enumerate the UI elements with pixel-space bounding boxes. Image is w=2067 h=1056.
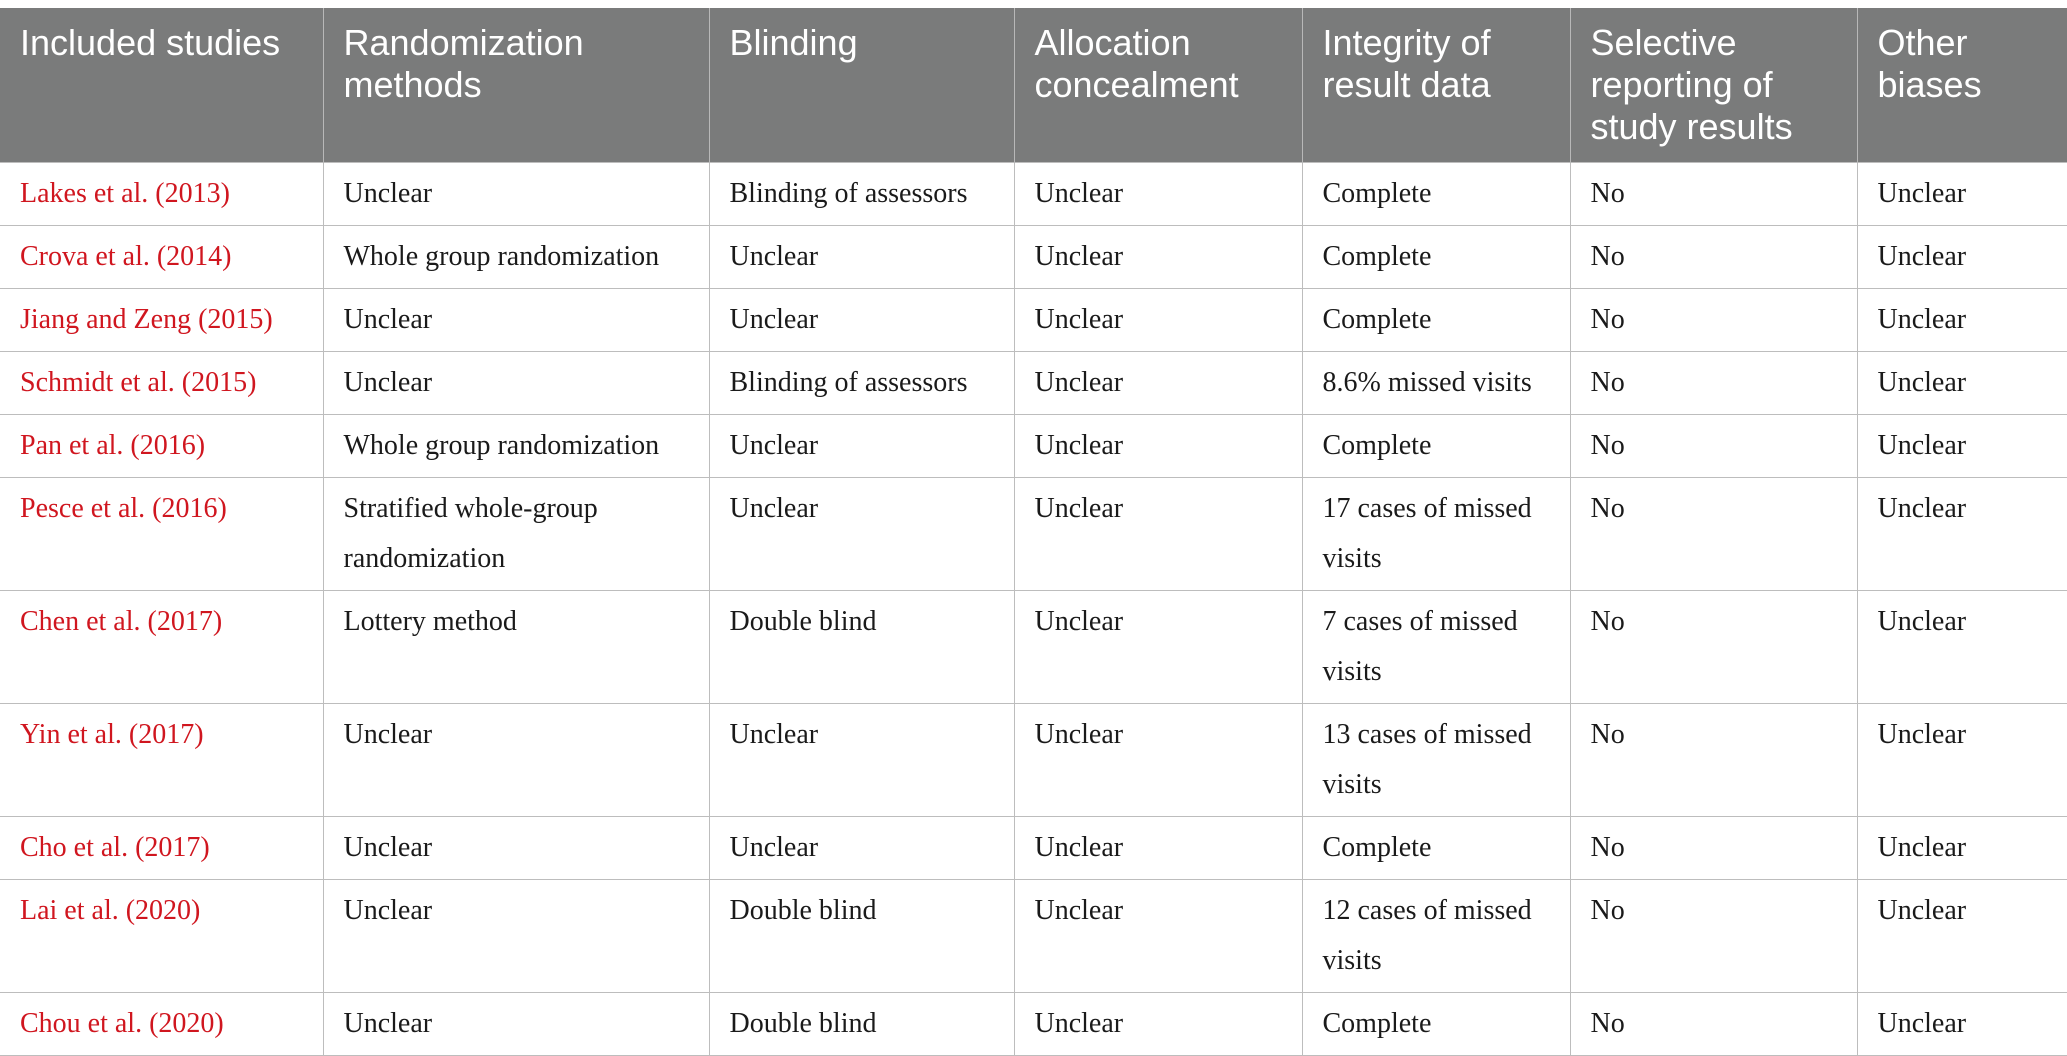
randomization-cell: Unclear <box>323 880 709 993</box>
table-row <box>0 163 2067 226</box>
integrity-cell: 17 cases of missed visits <box>1302 478 1570 591</box>
randomization-cell: Lottery method <box>323 591 709 704</box>
randomization-cell: Unclear <box>323 817 709 880</box>
other-biases-cell: Unclear <box>1857 880 2067 993</box>
table-row <box>0 993 2067 1056</box>
study-link[interactable]: Cho et al. (2017) <box>0 817 323 880</box>
allocation-cell: Unclear <box>1014 817 1302 880</box>
table-row <box>0 352 2067 415</box>
integrity-cell: 13 cases of missed visits <box>1302 704 1570 817</box>
study-link[interactable]: Lai et al. (2020) <box>0 880 323 993</box>
integrity-cell: Complete <box>1302 993 1570 1056</box>
randomization-cell: Whole group randomization <box>323 415 709 478</box>
other-biases-cell: Unclear <box>1857 163 2067 226</box>
blinding-cell: Unclear <box>709 704 1014 817</box>
other-biases-cell: Unclear <box>1857 704 2067 817</box>
study-link[interactable]: Yin et al. (2017) <box>0 704 323 817</box>
other-biases-cell: Unclear <box>1857 226 2067 289</box>
selective-reporting-cell: No <box>1570 591 1857 704</box>
allocation-cell: Unclear <box>1014 880 1302 993</box>
header-randomization-methods: Randomization methods <box>323 8 709 163</box>
other-biases-cell: Unclear <box>1857 817 2067 880</box>
header-allocation-concealment: Allocation concealment <box>1014 8 1302 163</box>
allocation-cell: Unclear <box>1014 163 1302 226</box>
selective-reporting-cell: No <box>1570 163 1857 226</box>
allocation-cell: Unclear <box>1014 289 1302 352</box>
other-biases-cell: Unclear <box>1857 415 2067 478</box>
header-blinding: Blinding <box>709 8 1014 163</box>
header-row <box>0 8 2067 163</box>
randomization-cell: Whole group randomization <box>323 226 709 289</box>
randomization-cell: Unclear <box>323 163 709 226</box>
integrity-cell: Complete <box>1302 163 1570 226</box>
selective-reporting-cell: No <box>1570 415 1857 478</box>
selective-reporting-cell: No <box>1570 817 1857 880</box>
allocation-cell: Unclear <box>1014 352 1302 415</box>
allocation-cell: Unclear <box>1014 591 1302 704</box>
integrity-cell: 12 cases of missed visits <box>1302 880 1570 993</box>
allocation-cell: Unclear <box>1014 704 1302 817</box>
other-biases-cell: Unclear <box>1857 352 2067 415</box>
selective-reporting-cell: No <box>1570 352 1857 415</box>
integrity-cell: 7 cases of missed visits <box>1302 591 1570 704</box>
blinding-cell: Blinding of assessors <box>709 163 1014 226</box>
header-integrity-of-result-data: Integrity of result data <box>1302 8 1570 163</box>
blinding-cell: Double blind <box>709 993 1014 1056</box>
randomization-cell: Unclear <box>323 289 709 352</box>
blinding-cell: Unclear <box>709 226 1014 289</box>
blinding-cell: Double blind <box>709 591 1014 704</box>
blinding-cell: Unclear <box>709 415 1014 478</box>
other-biases-cell: Unclear <box>1857 289 2067 352</box>
randomization-cell: Unclear <box>323 704 709 817</box>
selective-reporting-cell: No <box>1570 880 1857 993</box>
integrity-cell: Complete <box>1302 817 1570 880</box>
allocation-cell: Unclear <box>1014 226 1302 289</box>
table-header <box>0 8 2067 163</box>
table-row <box>0 817 2067 880</box>
other-biases-cell: Unclear <box>1857 478 2067 591</box>
risk-of-bias-table <box>0 8 2067 1056</box>
other-biases-cell: Unclear <box>1857 591 2067 704</box>
integrity-cell: Complete <box>1302 289 1570 352</box>
blinding-cell: Double blind <box>709 880 1014 993</box>
study-link[interactable]: Jiang and Zeng (2015) <box>0 289 323 352</box>
study-link[interactable]: Pesce et al. (2016) <box>0 478 323 591</box>
integrity-cell: Complete <box>1302 415 1570 478</box>
table-row <box>0 289 2067 352</box>
study-link[interactable]: Schmidt et al. (2015) <box>0 352 323 415</box>
randomization-cell: Unclear <box>323 993 709 1056</box>
blinding-cell: Unclear <box>709 478 1014 591</box>
table-row <box>0 478 2067 591</box>
header-selective-reporting: Selective reporting of study results <box>1570 8 1857 163</box>
selective-reporting-cell: No <box>1570 704 1857 817</box>
table-body <box>0 163 2067 1056</box>
study-link[interactable]: Lakes et al. (2013) <box>0 163 323 226</box>
randomization-cell: Stratified whole-group randomization <box>323 478 709 591</box>
selective-reporting-cell: No <box>1570 993 1857 1056</box>
table-row <box>0 591 2067 704</box>
integrity-cell: Complete <box>1302 226 1570 289</box>
allocation-cell: Unclear <box>1014 993 1302 1056</box>
other-biases-cell: Unclear <box>1857 993 2067 1056</box>
allocation-cell: Unclear <box>1014 478 1302 591</box>
blinding-cell: Unclear <box>709 289 1014 352</box>
blinding-cell: Unclear <box>709 817 1014 880</box>
randomization-cell: Unclear <box>323 352 709 415</box>
table-row <box>0 704 2067 817</box>
study-link[interactable]: Chou et al. (2020) <box>0 993 323 1056</box>
header-other-biases: Other biases <box>1857 8 2067 163</box>
table-row <box>0 880 2067 993</box>
table-row <box>0 415 2067 478</box>
table-row <box>0 226 2067 289</box>
integrity-cell: 8.6% missed visits <box>1302 352 1570 415</box>
selective-reporting-cell: No <box>1570 226 1857 289</box>
selective-reporting-cell: No <box>1570 478 1857 591</box>
header-included-studies: Included studies <box>0 8 323 163</box>
study-link[interactable]: Crova et al. (2014) <box>0 226 323 289</box>
study-link[interactable]: Pan et al. (2016) <box>0 415 323 478</box>
study-link[interactable]: Chen et al. (2017) <box>0 591 323 704</box>
allocation-cell: Unclear <box>1014 415 1302 478</box>
blinding-cell: Blinding of assessors <box>709 352 1014 415</box>
selective-reporting-cell: No <box>1570 289 1857 352</box>
